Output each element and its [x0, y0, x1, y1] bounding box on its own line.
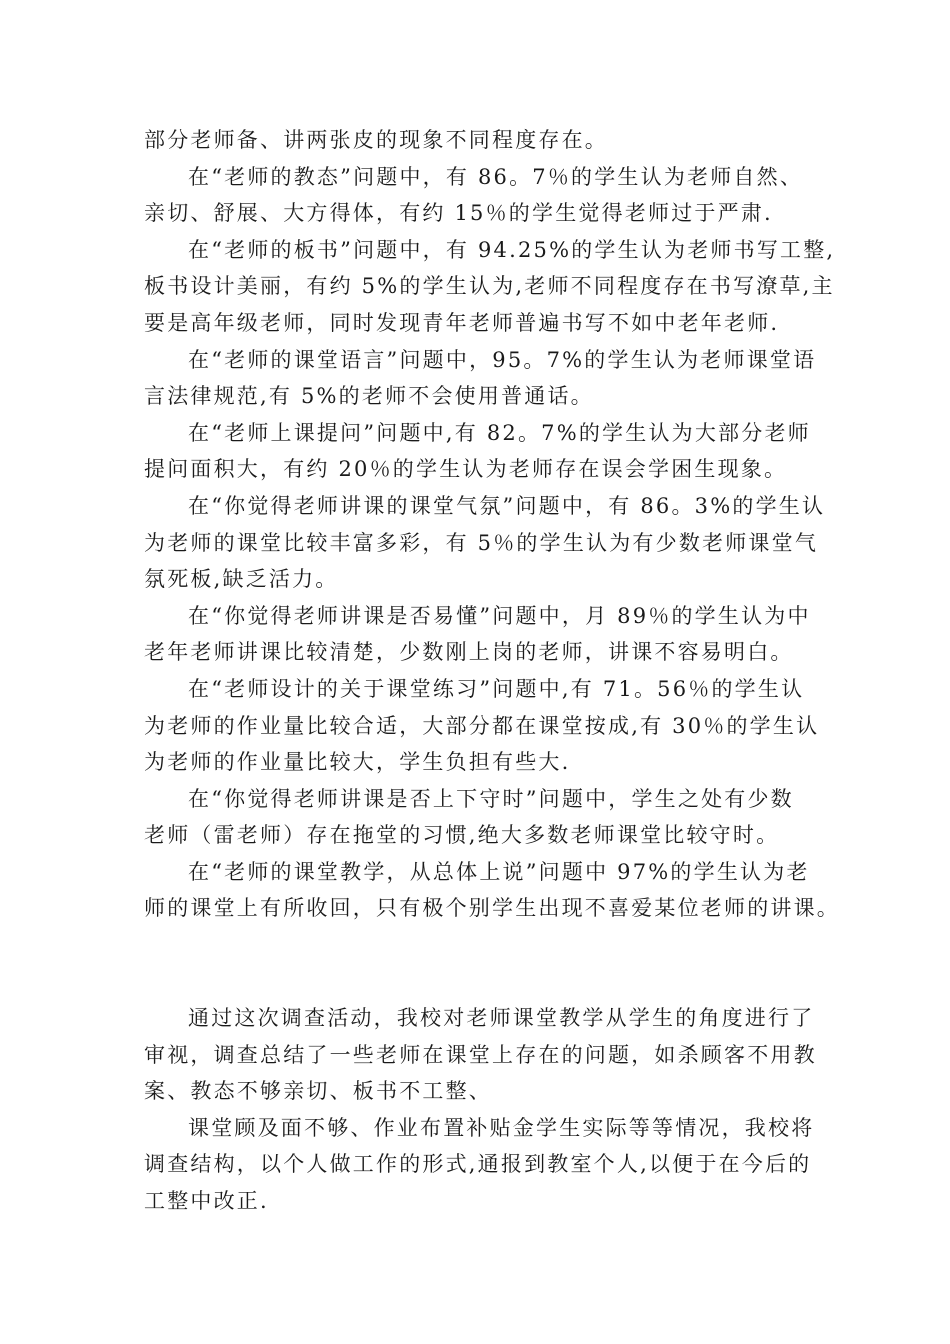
text-line: 提问面积大，有约 20％的学生认为老师存在误会学困生现象。 [144, 457, 788, 482]
text-line: 师的课堂上有所收回，只有极个别学生出现不喜爱某位老师的讲课。 [144, 896, 840, 921]
text-line: 氛死板,缺乏活力。 [144, 567, 339, 592]
text-line: 板书设计美丽，有约 5%的学生认为,老师不同程度存在书写潦草,主 [144, 274, 835, 299]
text-line: 在“你觉得老师讲课的课堂气氛”问题中，有 86。3%的学生认 [188, 493, 826, 518]
text-line: 在“你觉得老师讲课是否易懂”问题中，月 89％的学生认为中 [188, 603, 811, 628]
text-line: 课堂顾及面不够、作业布置补贴金学生实际等等情况，我校将 [188, 1115, 815, 1140]
text-line: 为老师的作业量比较大，学生负担有些大. [144, 750, 571, 775]
text-line: 在“你觉得老师讲课是否上下守时”问题中，学生之处有少数 [188, 786, 794, 811]
text-line: 在“老师的教态”问题中，有 86。7％的学生认为老师自然、 [188, 164, 804, 189]
text-line: 在“老师设计的关于课堂练习”问题中,有 71。56％的学生认 [188, 676, 805, 701]
document-body [144, 122, 840, 1220]
text-line: 老年老师讲课比较清楚，少数刚上岗的老师，讲课不容易明白。 [144, 640, 794, 665]
text-line: 要是高年级老师，同时发现青年老师普遍书写不如中老年老师. [144, 310, 780, 335]
text-line: 在“老师的板书”问题中，有 94.25%的学生认为老师书写工整, [188, 237, 836, 262]
paragraph-gap [144, 927, 812, 1000]
text-line: 调查结构，以个人做工作的形式,通报到教室个人,以便于在今后的 [144, 1152, 812, 1177]
text-line: 在“老师的课堂教学，从总体上说”问题中 97%的学生认为老 [188, 859, 810, 884]
text-line: 为老师的作业量比较合适，大部分都在课堂按成,有 30％的学生认 [144, 713, 820, 738]
text-line: 为老师的课堂比较丰富多彩，有 5％的学生认为有少数老师课堂气 [144, 530, 819, 555]
text-line: 老师（雷老师）存在拖堂的习惯,绝大多数老师课堂比较守时。 [144, 823, 780, 848]
text-line: 审视，调查总结了一些老师在课堂上存在的问题，如杀顾客不用教 [144, 1042, 817, 1067]
text-line: 部分老师备、讲两张皮的现象不同程度存在。 [144, 128, 608, 152]
text-line: 亲切、舒展、大方得体，有约 15％的学生觉得老师过于严肃. [144, 201, 773, 226]
text-line: 言法律规范,有 5%的老师不会使用普通话。 [144, 384, 594, 409]
text-line: 在“老师的课堂语言”问题中，95。7%的学生认为老师课堂语 [188, 347, 817, 372]
text-line: 通过这次调查活动，我校对老师课堂教学从学生的角度进行了 [188, 1006, 815, 1031]
text-line: 工整中改正. [144, 1189, 269, 1214]
text-line: 在“老师上课提问”问题中,有 82。7%的学生认为大部分老师 [188, 420, 811, 445]
text-line: 案、教态不够亲切、板书不工整、 [144, 1079, 492, 1104]
